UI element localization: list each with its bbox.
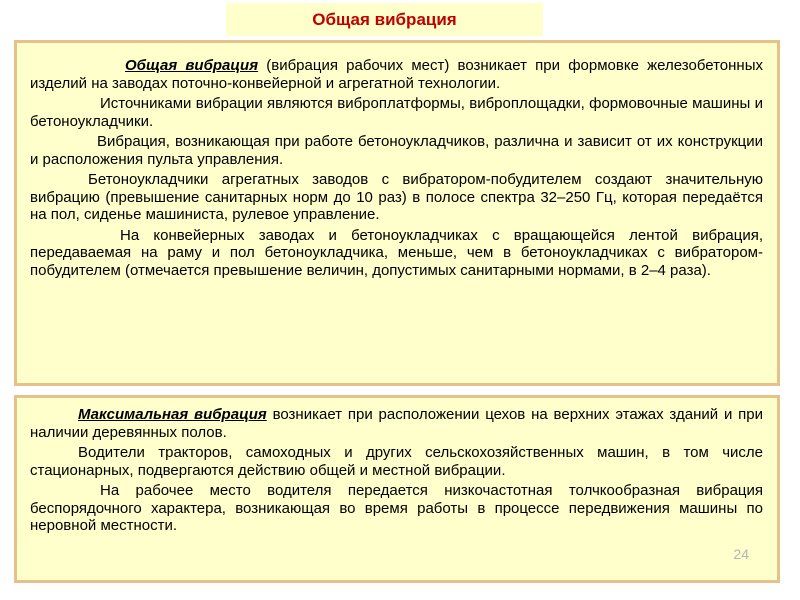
definition-text: (вибрация рабочих мест) возникает при формовке железобетонных изделий на заводах поточно-конвейерной и агрегатной технологии.	[30, 57, 763, 92]
paragraph-maximum-vibration	[30, 406, 763, 441]
paragraph-definition	[30, 57, 763, 92]
maximum-vibration-text: возникает при расположении цехов на верхних этажах зданий и при наличии деревянных полов.	[30, 406, 763, 441]
maximum-vibration-panel	[14, 395, 780, 583]
term-general-vibration: Общая вибрация	[125, 57, 259, 74]
paragraph-aggregate-plants: Бетоноукладчики агрегатных заводов с вибратором-побудителем создают значительную вибрацию (превышение санитарных норм до 10 раз) в полосе спектра 32–250 Гц, которая передаётся на пол, сиденье машиниста, рулевое управление.	[30, 171, 763, 223]
slide-title: Общая вибрация	[312, 9, 457, 29]
paragraph-drivers: Водители тракторов, самоходных и других сельскохозяйственных машин, в том числе стационарных, подвергаются действию общей и местной вибрации.	[30, 444, 763, 479]
page-number: 24	[733, 545, 749, 562]
paragraph-low-frequency: На рабочее место водителя передается низкочастотная толчкообразная вибрация беспорядочного характера, возникающая во время работы в процессе передвижения машины по неровной местности.	[30, 482, 763, 534]
term-maximum-vibration: Максимальная вибрация	[78, 406, 267, 423]
general-vibration-panel	[14, 40, 780, 386]
paragraph-concrete-layers: Вибрация, возникающая при работе бетоноукладчиков, различна и зависит от их конструкции и расположения пульта управления.	[30, 133, 763, 168]
slide-title-box	[226, 3, 543, 36]
paragraph-conveyor-plants: На конвейерных заводах и бетоноукладчиках с вращающейся лентой вибрация, передаваемая на раму и пол бетоноукладчика, меньше, чем в бетоноукладчиках с вибратором-побудителем (отмечается превышение величин, допустимых санитарными нормами, в 2–4 раза).	[30, 226, 763, 279]
paragraph-sources: Источниками вибрации являются виброплатформы, виброплощадки, формовочные машины и бетоноукладчики.	[30, 95, 763, 130]
